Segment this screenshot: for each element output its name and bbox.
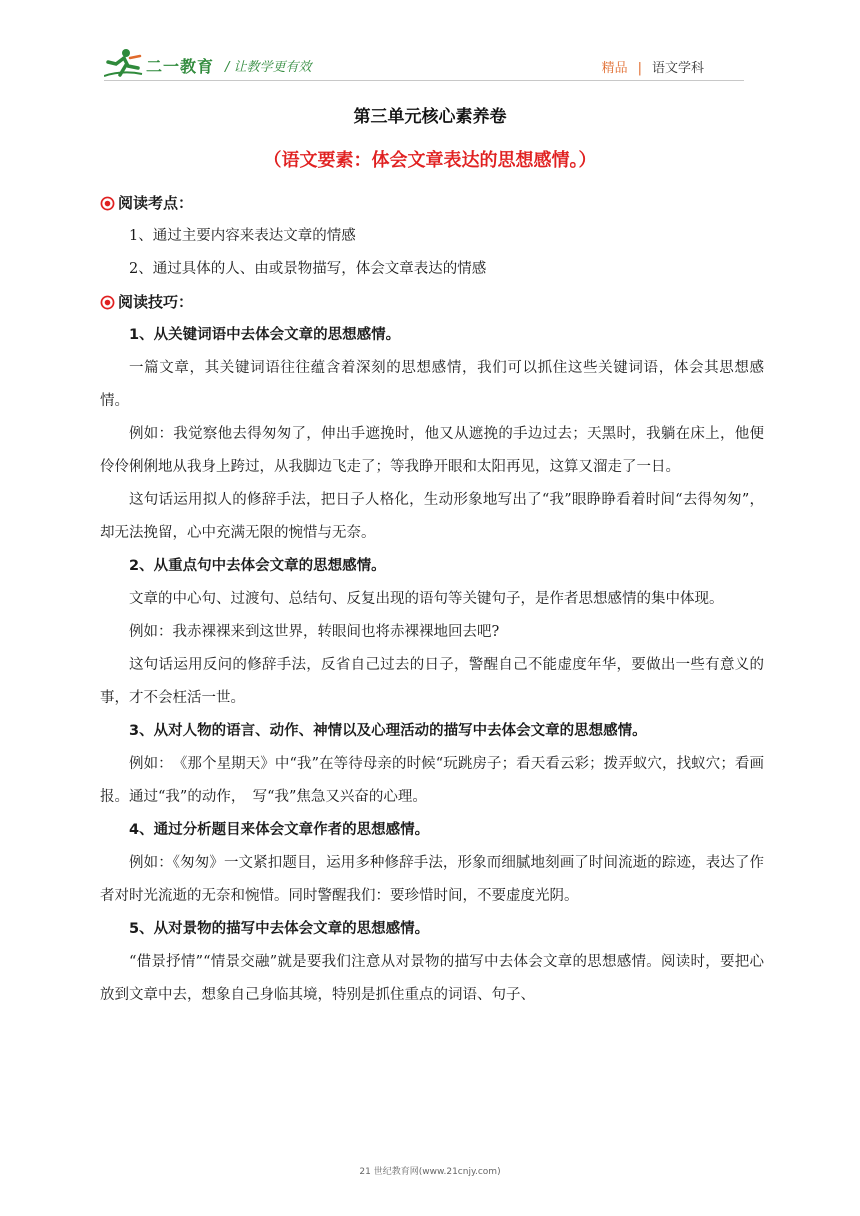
skill-heading-2: 2、从重点句中去体会文章的思想感情。 [129,558,386,574]
subject-label: 语文学科 [651,61,704,76]
exam-point-item: 1、通过主要内容来表达文章的情感 [129,228,356,244]
paragraph: 这句话运用拟人的修辞手法，把日子人格化，生动形象地写出了“我”眼睁睁看着时间“去得匆匆”，却无法挽留，心中充满无限的惋惜与无奈。 [100,492,764,541]
target-bullet-icon [100,295,115,310]
paragraph: “借景抒情”“情景交融”就是要我们注意从对景物的描写中去体会文章的思想感情。阅读时，要把心放到文章中去，想象自己身临其境，特别是抓住重点的词语、句子、 [100,954,764,1003]
paragraph: 文章的中心句、过渡句、总结句、反复出现的语句等关键句子，是作者思想感情的集中体现。 [129,591,724,607]
section-heading-exam-points [100,187,764,220]
skill-heading-1: 1、从关键词语中去体会文章的思想感情。 [129,327,401,343]
paragraph: 一篇文章，其关键词语往往蕴含着深刻的思想感情，我们可以抓住这些关键词语，体会其思想感情。 [100,360,764,409]
logo-text: 二一教育 [146,57,215,76]
example-paragraph: 例如：我赤裸裸来到这世界，转眼间也将赤裸裸地回去吧? [129,624,500,640]
page-title: 第三单元核心素养卷 [353,107,507,127]
target-bullet-icon [100,196,115,211]
section-heading-text: 阅读考点： [118,194,194,212]
page-footer: 21 世纪教育网(www.21cnjy.com) [359,1167,501,1177]
section-heading-text: 阅读技巧： [118,293,194,311]
slogan: / 让教学更有效 [225,60,312,75]
example-paragraph: 例如：我觉察他去得匆匆了，伸出手遮挽时，他又从遮挽的手边过去；天黑时，我躺在床上，他便伶伶俐俐地从我身上跨过，从我脚边飞走了；等我睁开眼和太阳再见，这算又溜走了一日。 [100,426,764,475]
header-category [602,57,704,76]
exam-point-item: 2、通过具体的人、由或景物描写，体会文章表达的情感 [129,261,487,277]
section-heading-skills [100,286,764,319]
example-paragraph: 例如：《匆匆》一文紧扣题目，运用多种修辞手法，形象而细腻地刻画了时间流逝的踪迹，表达了作者对时光流逝的无奈和惋惜。同时警醒我们：要珍惜时间，不要虚度光阴。 [100,855,764,904]
header-separator: | [637,61,642,76]
skill-heading-3: 3、从对人物的语言、动作、神情以及心理活动的描写中去体会文章的思想感情。 [129,723,647,739]
quality-label: 精品 [601,61,628,76]
example-paragraph: 例如： 《那个星期天》中“我”在等待母亲的时候“玩跳房子；看天看云彩；拨弄蚁穴，找蚁穴；看画报。通过“我”的动作， 写“我”焦急又兴奋的心理。 [100,756,764,805]
paragraph: 这句话运用反问的修辞手法，反省自己过去的日子，警醒自己不能虚度年华，要做出一些有意义的事，才不会枉活一世。 [100,657,764,706]
page-subtitle: （语文要素：体会文章表达的思想感情。） [263,150,597,171]
document-body [100,187,764,1012]
skill-heading-5: 5、从对景物的描写中去体会文章的思想感情。 [129,921,430,937]
header-divider [104,80,744,81]
runner-logo-icon [104,48,144,78]
skill-heading-4: 4、通过分析题目来体会文章作者的思想感情。 [129,822,430,838]
page-header [104,46,744,86]
